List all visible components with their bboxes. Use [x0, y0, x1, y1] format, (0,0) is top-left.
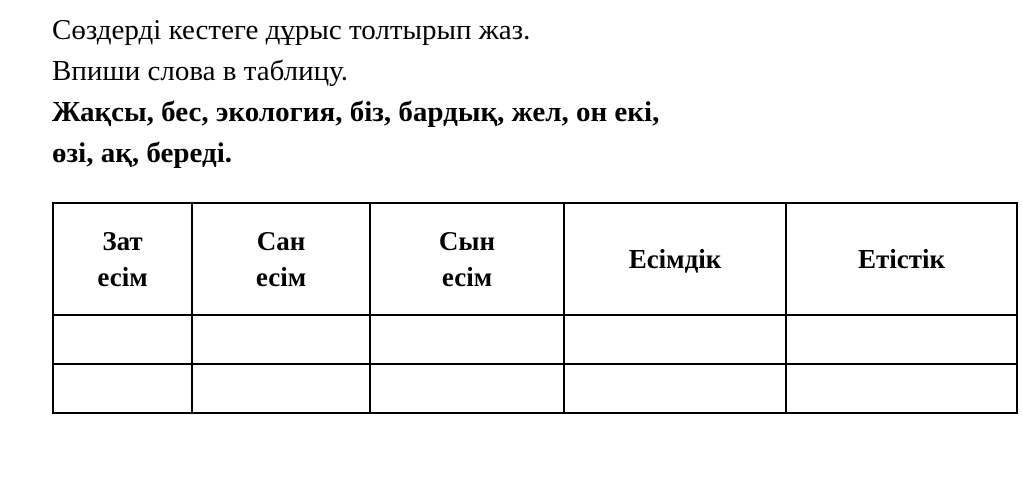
table-header-row: [53, 203, 1017, 315]
word-list-line-2: өзі, ақ, береді.: [52, 137, 233, 169]
grammar-table: [52, 202, 1018, 414]
instruction-line-1: Сөздерді кестеге дұрыс толтырып жаз.: [52, 14, 531, 46]
answer-cell[interactable]: [786, 315, 1017, 364]
word-list: [52, 92, 942, 174]
answer-cell[interactable]: [370, 315, 564, 364]
word-list-line-1: Жақсы, бес, экология, біз, бардық, жел, он екі,: [52, 96, 660, 128]
column-header-san-esim: [192, 203, 370, 315]
column-header-zat-esim: [53, 203, 192, 315]
answer-cell[interactable]: [53, 315, 192, 364]
table-body: [53, 315, 1017, 413]
column-header-etistik: [786, 203, 1017, 315]
answer-cell[interactable]: [53, 364, 192, 413]
answer-cell[interactable]: [192, 315, 370, 364]
column-header-line-1: Есімдік: [628, 244, 722, 274]
answer-cell[interactable]: [564, 315, 786, 364]
column-header-line-1: Сан: [256, 226, 306, 256]
column-header-line-2: есім: [441, 262, 493, 292]
column-header-line-1: Етістік: [857, 244, 946, 274]
table-container: [52, 202, 988, 414]
column-header-esimdik: [564, 203, 786, 315]
instruction-line-2: Впиши слова в таблицу.: [52, 55, 348, 87]
answer-cell[interactable]: [370, 364, 564, 413]
column-header-syn-esim: [370, 203, 564, 315]
table-row: [53, 315, 1017, 364]
table-row: [53, 364, 1017, 413]
table-row: [53, 203, 1017, 315]
column-header-line-1: Зат: [102, 226, 143, 256]
answer-cell[interactable]: [564, 364, 786, 413]
answer-cell[interactable]: [786, 364, 1017, 413]
column-header-line-2: есім: [97, 262, 148, 292]
column-header-line-2: есім: [255, 262, 307, 292]
column-header-line-1: Сын: [438, 226, 496, 256]
answer-cell[interactable]: [192, 364, 370, 413]
